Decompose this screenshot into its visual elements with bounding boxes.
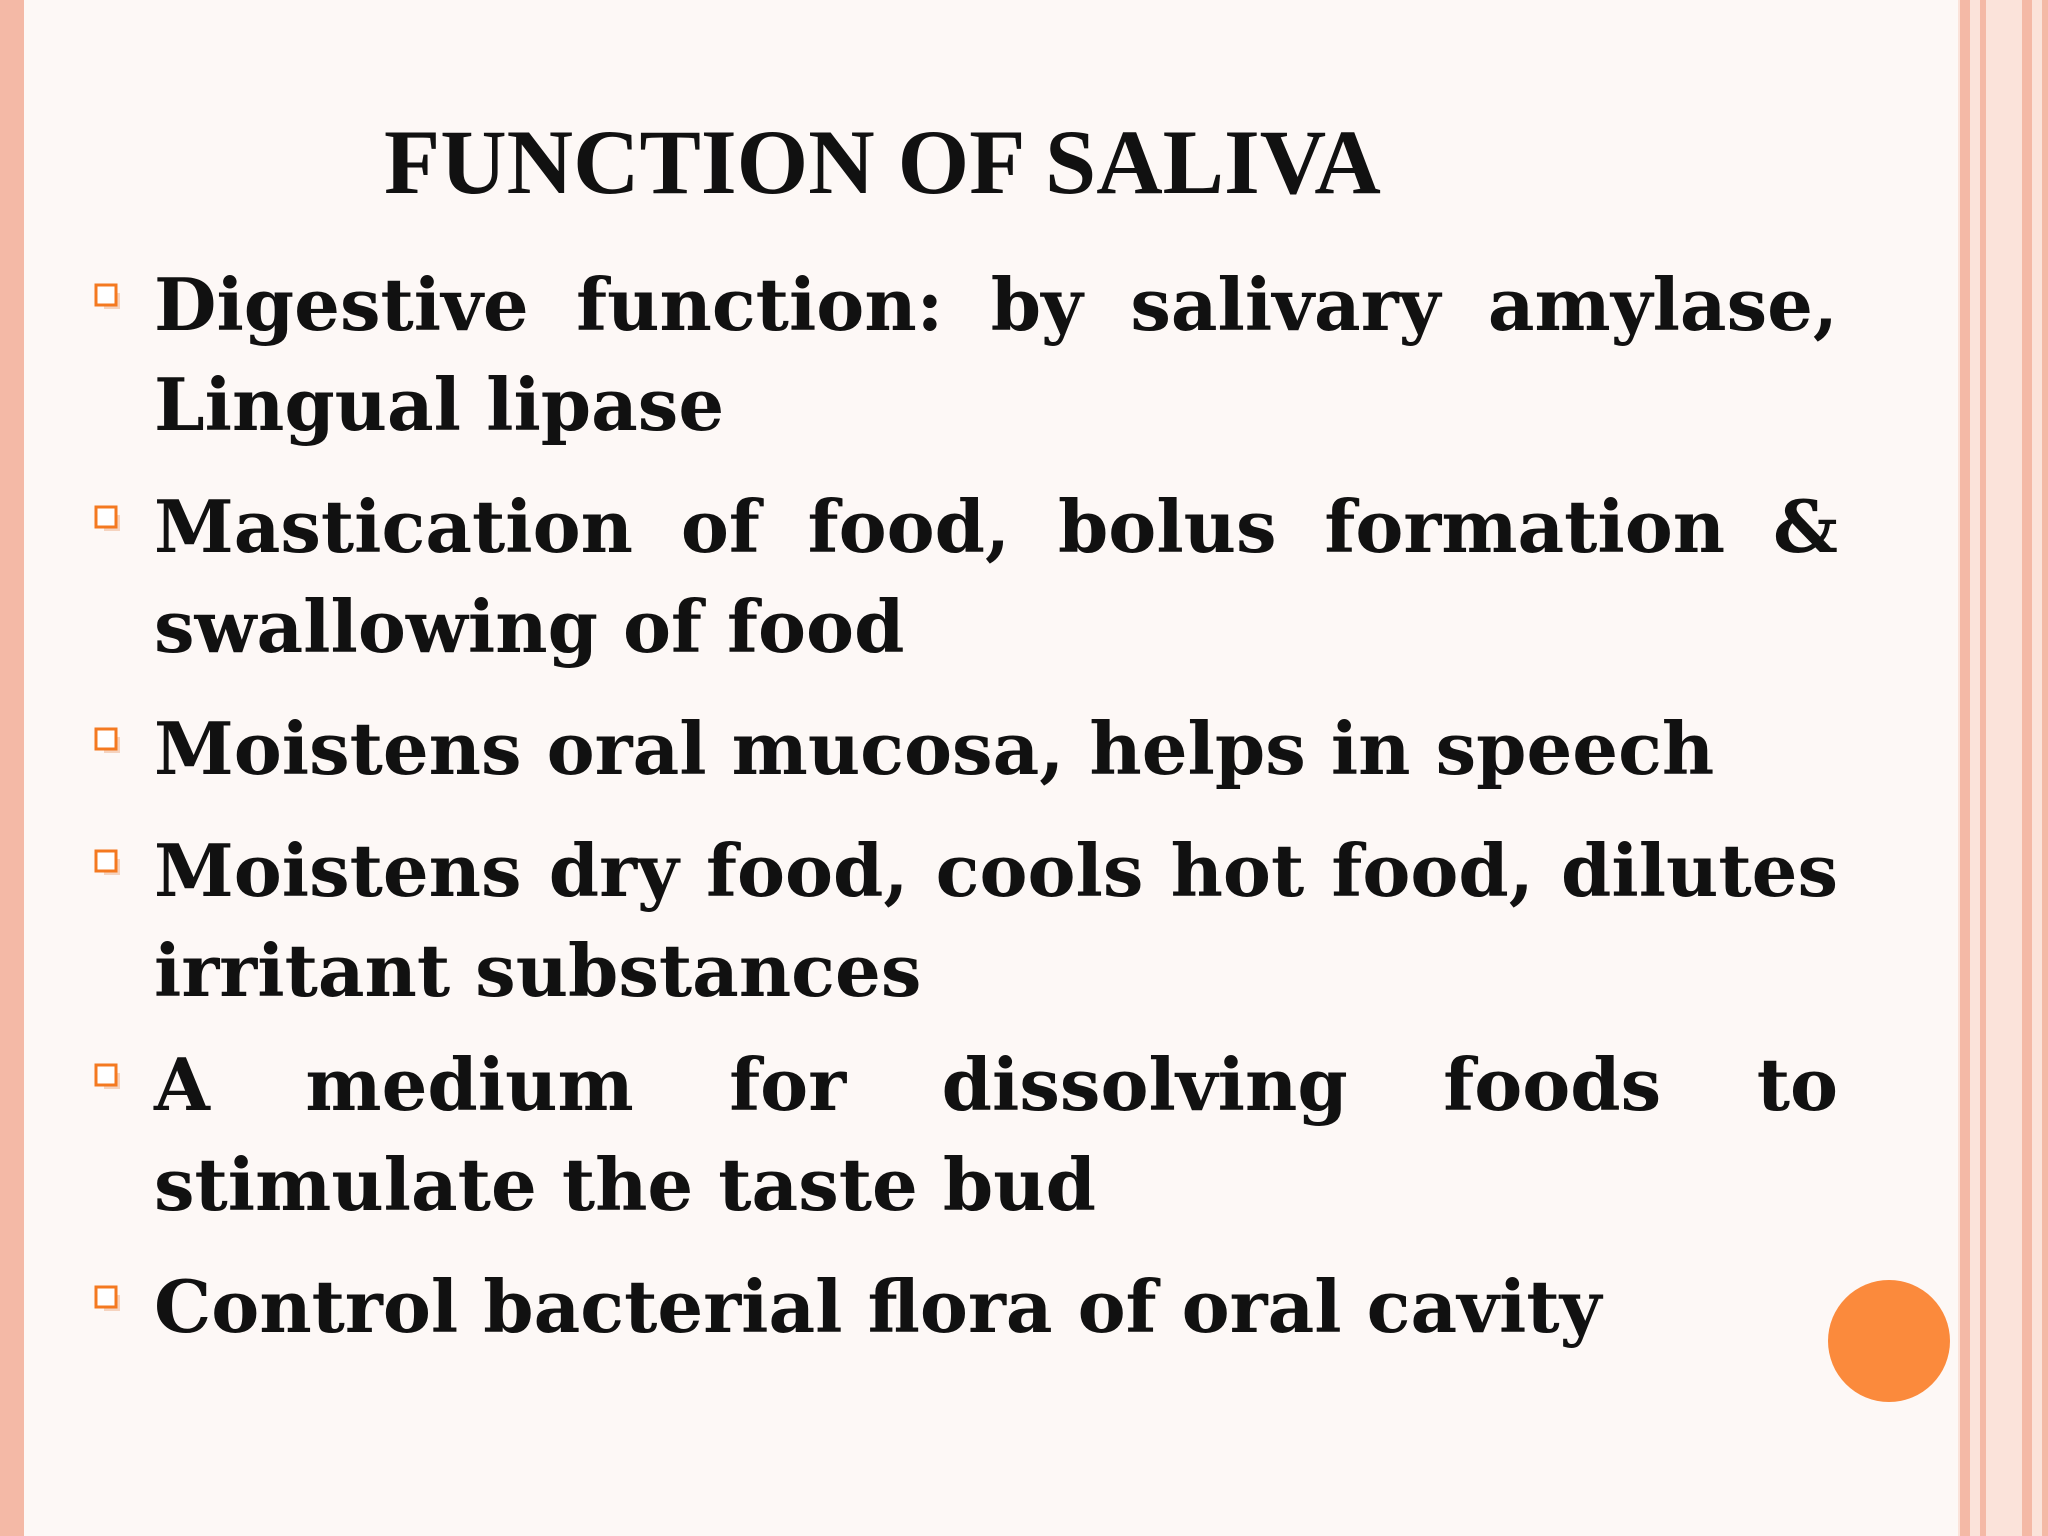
rail-line [1980,0,1986,1536]
right-decorative-rail [1958,0,2048,1536]
decorative-orange-circle [1828,1280,1950,1402]
bullet-item [90,255,1838,455]
bullet-item [90,821,1838,1021]
bullet-text: Digestive function: by salivary amylase, Lingual lipase [154,262,1838,447]
bullet-item [90,477,1838,677]
bullet-list [90,255,1838,1379]
bullet-item [90,1035,1838,1235]
square-bullet-icon [94,283,122,311]
bullet-text: Mastication of food, bolus formation & swallowing of food [154,484,1838,669]
square-bullet-icon [94,849,122,877]
bullet-item [90,1257,1838,1357]
slide-title: FUNCTION OF SALIVA [384,111,1381,213]
square-bullet-icon [94,1285,122,1313]
rail-line [2042,0,2048,1536]
bullet-item [90,699,1838,799]
bullet-text: A medium for dissolving foods to stimulate the taste bud [154,1042,1838,1227]
bullet-text: Control bacterial flora of oral cavity [154,1264,1602,1349]
left-border-stripe [0,0,24,1536]
bullet-text: Moistens oral mucosa, helps in speech [154,706,1715,791]
rail-line [2022,0,2032,1536]
rail-line [1960,0,1970,1536]
square-bullet-icon [94,505,122,533]
square-bullet-icon [94,1063,122,1091]
bullet-text: Moistens dry food, cools hot food, dilutes irritant substances [154,828,1838,1013]
square-bullet-icon [94,727,122,755]
